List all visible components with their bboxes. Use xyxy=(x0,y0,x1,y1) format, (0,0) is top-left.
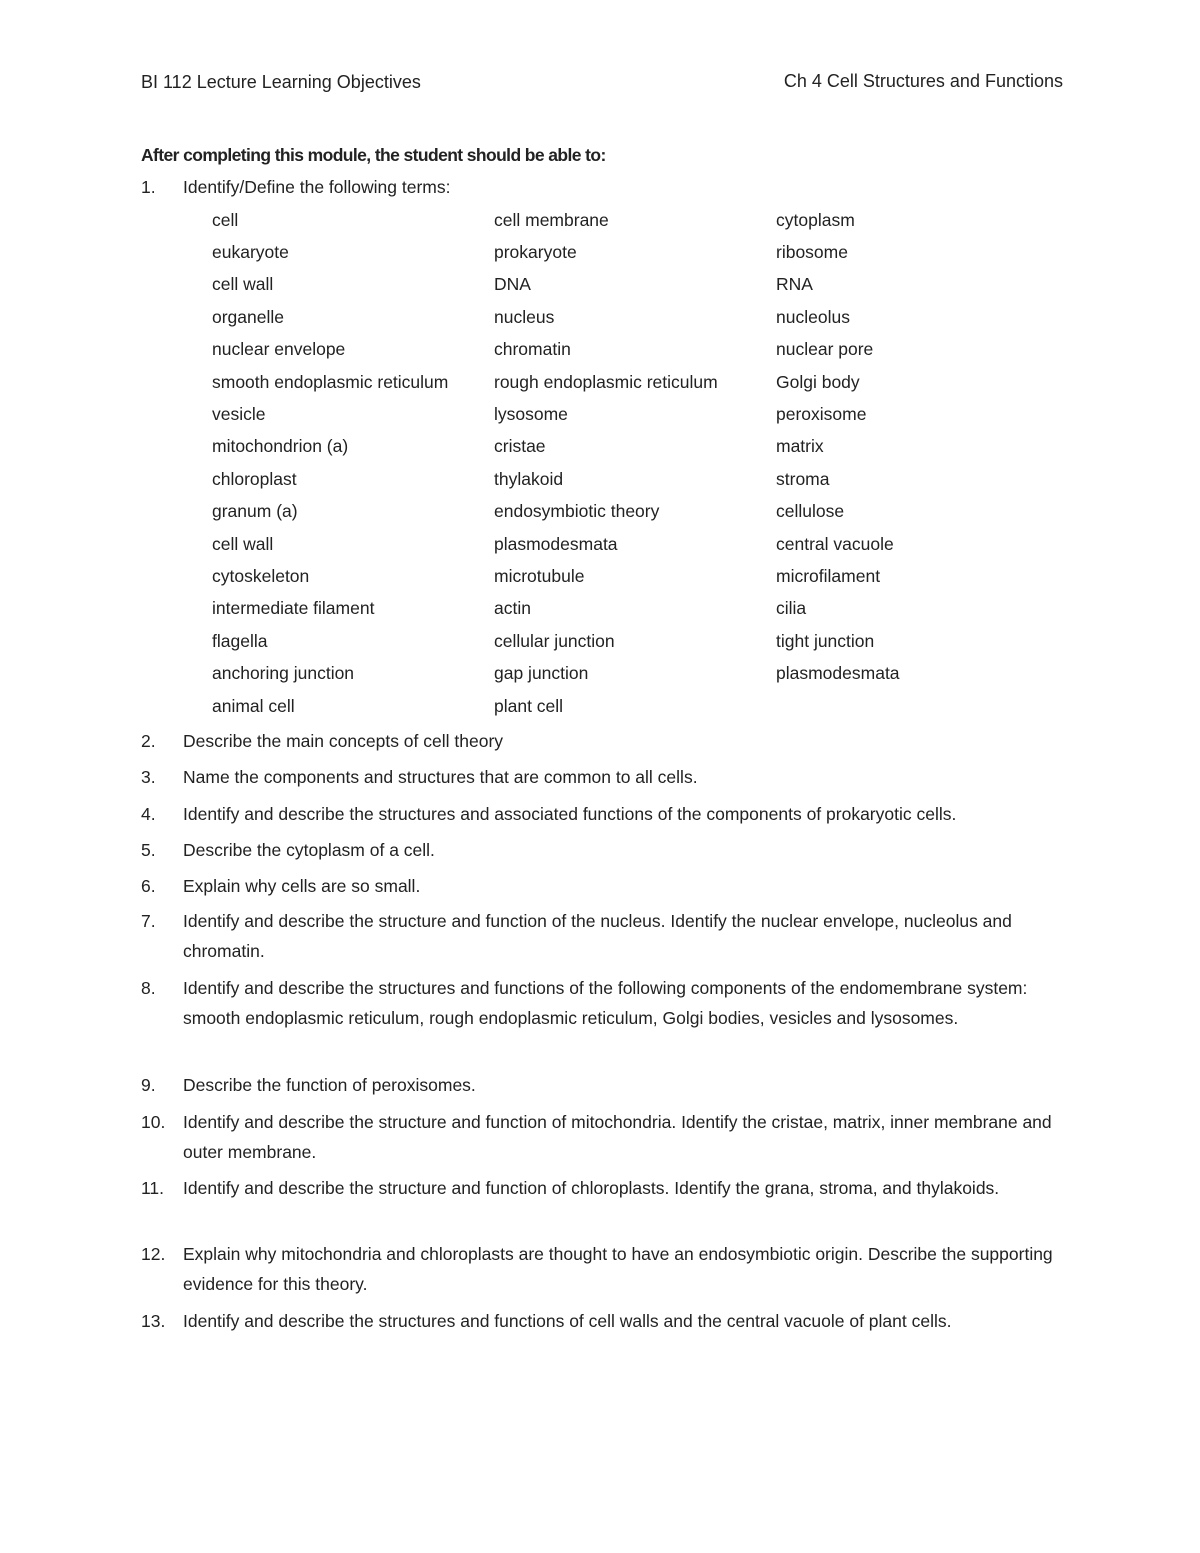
terms-row xyxy=(212,528,1072,560)
term-cell: vesicle xyxy=(212,404,266,425)
term-cell: cell xyxy=(212,209,239,230)
objective-number: 12. xyxy=(141,1244,166,1264)
term-cell: eukaryote xyxy=(212,242,289,263)
terms-row xyxy=(212,269,1072,301)
term-cell: plasmodesmata xyxy=(776,663,900,684)
objective-text: Explain why cells are so small. xyxy=(183,876,421,896)
term-cell: prokaryote xyxy=(494,242,577,263)
term-cell: stroma xyxy=(776,468,830,489)
terms-row xyxy=(212,690,1072,722)
term-cell: nucleolus xyxy=(776,306,850,327)
term-cell: DNA xyxy=(494,274,531,295)
term-cell: cell wall xyxy=(212,533,274,554)
objective-number: 10. xyxy=(141,1112,166,1132)
objective-number: 8. xyxy=(141,978,156,998)
objective-number: 3. xyxy=(141,767,156,787)
objective-text: Explain why mitochondria and chloroplasts are thought to have an endosymbiotic origin. Describe the supporting evidence for this theory. xyxy=(183,1244,1053,1294)
term-cell: nuclear envelope xyxy=(212,339,346,360)
objective-number: 13. xyxy=(141,1311,166,1331)
objective-text: Identify/Define the following terms: xyxy=(183,177,451,197)
objective-text: Identify and describe the structure and function of mitochondria. Identify the cristae, matrix, inner membrane and outer membrane. xyxy=(183,1112,1052,1162)
terms-row xyxy=(212,236,1072,268)
header-chapter-title: Ch 4 Cell Structures and Functions xyxy=(783,71,1063,91)
term-cell: cell wall xyxy=(212,274,274,295)
term-cell: lysosome xyxy=(494,404,568,425)
terms-row xyxy=(212,496,1072,528)
objective-item xyxy=(141,906,1071,966)
term-cell: gap junction xyxy=(494,663,589,684)
objective-text: Describe the main concepts of cell theory xyxy=(183,731,504,751)
term-cell: plant cell xyxy=(494,695,564,716)
terms-row xyxy=(212,657,1072,689)
objective-text: Describe the function of peroxisomes. xyxy=(183,1075,476,1095)
terms-row xyxy=(212,204,1072,236)
term-cell: cristae xyxy=(494,436,546,457)
terms-row xyxy=(212,593,1072,625)
terms-row xyxy=(212,334,1072,366)
term-cell: central vacuole xyxy=(776,533,894,554)
objective-item xyxy=(141,871,1071,901)
term-cell: cellular junction xyxy=(494,630,615,651)
objective-item xyxy=(141,1173,1071,1203)
terms-row xyxy=(212,560,1072,592)
term-cell: RNA xyxy=(776,274,813,295)
objective-number: 6. xyxy=(141,876,156,896)
term-cell: cytoplasm xyxy=(776,209,855,230)
objective-item xyxy=(141,726,1071,756)
term-cell: actin xyxy=(494,598,531,619)
objective-text: Name the components and structures that are common to all cells. xyxy=(183,767,698,787)
objective-item xyxy=(141,1306,1071,1336)
objective-item xyxy=(141,1107,1071,1167)
term-cell: organelle xyxy=(212,306,284,327)
objective-number: 11. xyxy=(141,1178,165,1198)
objective-item xyxy=(141,762,1071,792)
objective-text: Identify and describe the structure and function of the nucleus. Identify the nuclear envelope, nucleolus and chromatin. xyxy=(183,911,1012,961)
term-cell: cilia xyxy=(776,598,807,619)
terms-row xyxy=(212,398,1072,430)
terms-row xyxy=(212,366,1072,398)
objective-item xyxy=(141,835,1071,865)
term-cell: tight junction xyxy=(776,630,875,651)
term-cell: plasmodesmata xyxy=(494,533,618,554)
term-cell: ribosome xyxy=(776,242,848,263)
term-cell: cytoskeleton xyxy=(212,565,310,586)
terms-row xyxy=(212,625,1072,657)
objective-text: Identify and describe the structures and functions of the following components of the endomembrane system: smooth endoplasmic reticulum, rough endoplasmic reticulum, Golgi bodies, vesicles and lysosomes. xyxy=(183,978,1028,1028)
term-cell: microfilament xyxy=(776,565,881,586)
intro-statement: After completing this module, the student should be able to: xyxy=(141,145,606,165)
objective-text: Identify and describe the structures and functions of cell walls and the central vacuole of plant cells. xyxy=(183,1311,952,1331)
terms-row xyxy=(212,301,1072,333)
terms-table xyxy=(212,204,1072,722)
objective-number: 7. xyxy=(141,911,156,931)
term-cell: microtubule xyxy=(494,565,585,586)
term-cell: chloroplast xyxy=(212,468,297,489)
term-cell: nucleus xyxy=(494,306,555,327)
term-cell: animal cell xyxy=(212,695,295,716)
term-cell: rough endoplasmic reticulum xyxy=(494,371,718,392)
term-cell: thylakoid xyxy=(494,468,564,489)
objective-number: 1. xyxy=(141,177,156,197)
objective-number: 2. xyxy=(141,731,156,751)
term-cell: intermediate filament xyxy=(212,598,375,619)
objective-item xyxy=(141,1239,1071,1299)
terms-row xyxy=(212,431,1072,463)
terms-row xyxy=(212,463,1072,495)
objective-text: Identify and describe the structures and associated functions of the components of prokaryotic cells. xyxy=(183,804,957,824)
term-cell: cellulose xyxy=(776,501,845,522)
term-cell: Golgi body xyxy=(776,371,860,392)
objective-item xyxy=(141,172,1071,202)
objective-text: Describe the cytoplasm of a cell. xyxy=(183,840,435,860)
header-course-title: BI 112 Lecture Learning Objectives xyxy=(141,72,421,92)
term-cell: chromatin xyxy=(494,339,571,360)
objective-number: 9. xyxy=(141,1075,156,1095)
objective-number: 4. xyxy=(141,804,156,824)
term-cell: peroxisome xyxy=(776,404,867,425)
objective-number: 5. xyxy=(141,840,156,860)
objective-item xyxy=(141,1070,1071,1100)
term-cell: mitochondrion (a) xyxy=(212,436,349,457)
term-cell: endosymbiotic theory xyxy=(494,501,660,522)
term-cell: anchoring junction xyxy=(212,663,355,684)
objective-item xyxy=(141,973,1071,1033)
term-cell: granum (a) xyxy=(212,501,298,522)
term-cell: matrix xyxy=(776,436,824,457)
term-cell: flagella xyxy=(212,630,268,651)
objective-item xyxy=(141,799,1071,829)
term-cell: nuclear pore xyxy=(776,339,874,360)
objective-text: Identify and describe the structure and function of chloroplasts. Identify the grana, stroma, and thylakoids. xyxy=(183,1178,1000,1198)
term-cell: smooth endoplasmic reticulum xyxy=(212,371,449,392)
term-cell: cell membrane xyxy=(494,209,609,230)
